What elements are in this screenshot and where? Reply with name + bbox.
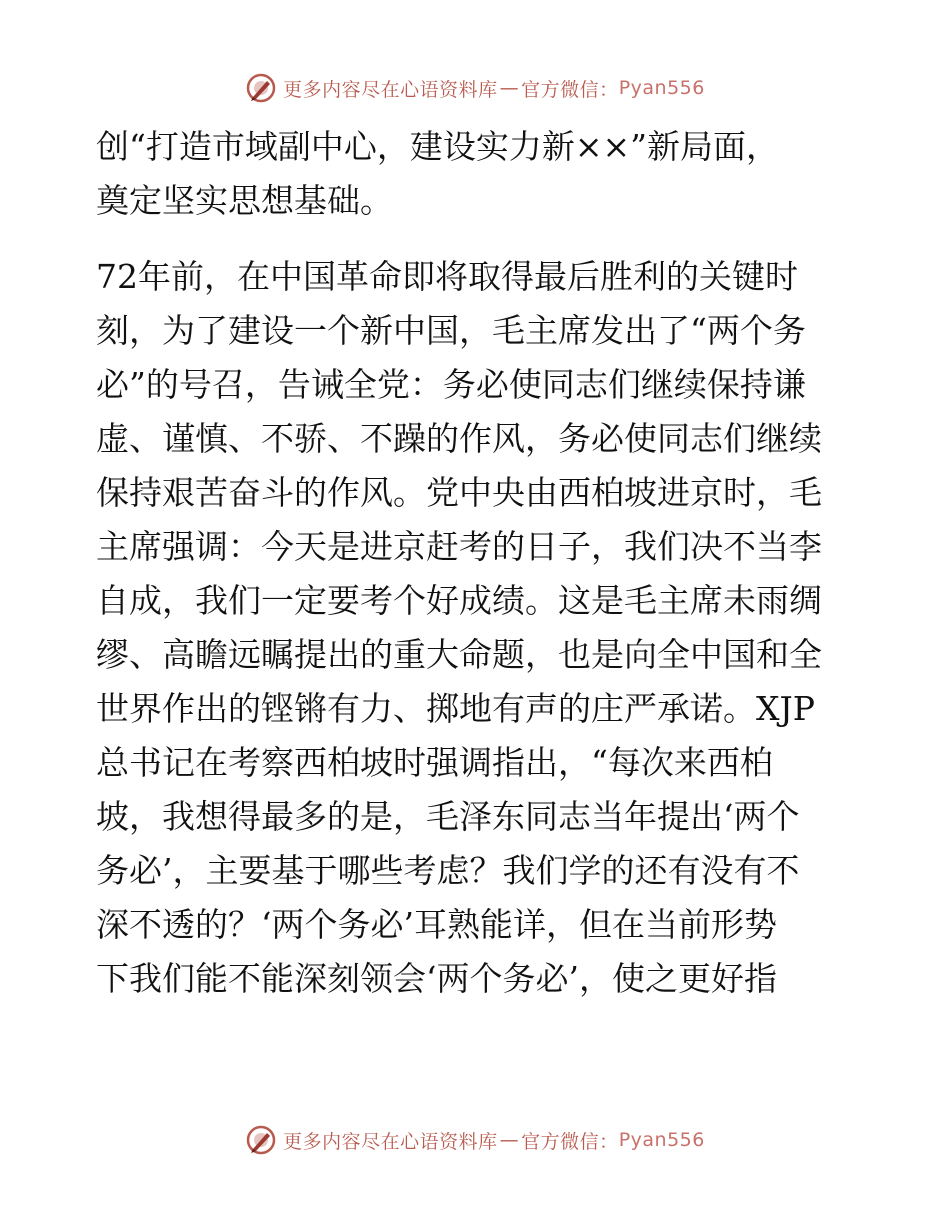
watermark-text: 更多内容尽在心语资料库 [283, 78, 498, 101]
watermark-wechat-label: 官方微信： [521, 1130, 619, 1153]
footer-watermark [0, 1120, 950, 1160]
watermark-wechat-id: Pyan556 [618, 1129, 705, 1151]
paragraph-2 [96, 250, 854, 1006]
text-line: 72年前，在中国革命即将取得最后胜利的关键时 [96, 257, 798, 296]
text-line: 缪、高瞻远瞩提出的重大命题，也是向全中国和全 [96, 635, 822, 674]
header-watermark [0, 68, 950, 108]
watermark-separator: — [499, 77, 520, 99]
text-line: 下我们能不能深刻领会‘两个务必’，使之更好指 [96, 959, 777, 998]
pen-logo-icon [245, 1124, 277, 1156]
watermark-wechat-label: 官方微信： [521, 78, 619, 101]
text-line: 深不透的？‘两个务必’耳熟能详，但在当前形势 [96, 905, 777, 944]
text-line: 奠定坚实思想基础。 [96, 181, 393, 220]
text-line: 总书记在考察西柏坡时强调指出，“每次来西柏 [96, 743, 773, 782]
watermark-text: 更多内容尽在心语资料库 [283, 1130, 498, 1153]
text-line: 自成，我们一定要考个好成绩。这是毛主席未雨绸 [96, 581, 822, 620]
document-body [96, 120, 854, 1080]
pen-logo-icon [245, 72, 277, 104]
text-line: 坡，我想得最多的是，毛泽东同志当年提出‘两个 [96, 797, 800, 836]
watermark-separator: — [499, 1129, 520, 1151]
text-line: 世界作出的铿锵有力、掷地有声的庄严承诺。XJP [96, 689, 815, 728]
paragraph-1 [96, 120, 854, 228]
text-line: 刻，为了建设一个新中国，毛主席发出了“两个务 [96, 311, 806, 350]
text-line: 必”的号召，告诫全党：务必使同志们继续保持谦 [96, 365, 806, 404]
text-line: 主席强调：今天是进京赶考的日子，我们决不当李 [96, 527, 822, 566]
paragraph-gap [96, 228, 854, 250]
text-line: 虚、谨慎、不骄、不躁的作风，务必使同志们继续 [96, 419, 822, 458]
text-line: 务必’，主要基于哪些考虑？我们学的还有没有不 [96, 851, 800, 890]
text-line: 创“打造市域副中心，建设实力新××”新局面， [96, 127, 780, 166]
text-line: 保持艰苦奋斗的作风。党中央由西柏坡进京时，毛 [96, 473, 822, 512]
watermark-wechat-id: Pyan556 [618, 77, 705, 99]
